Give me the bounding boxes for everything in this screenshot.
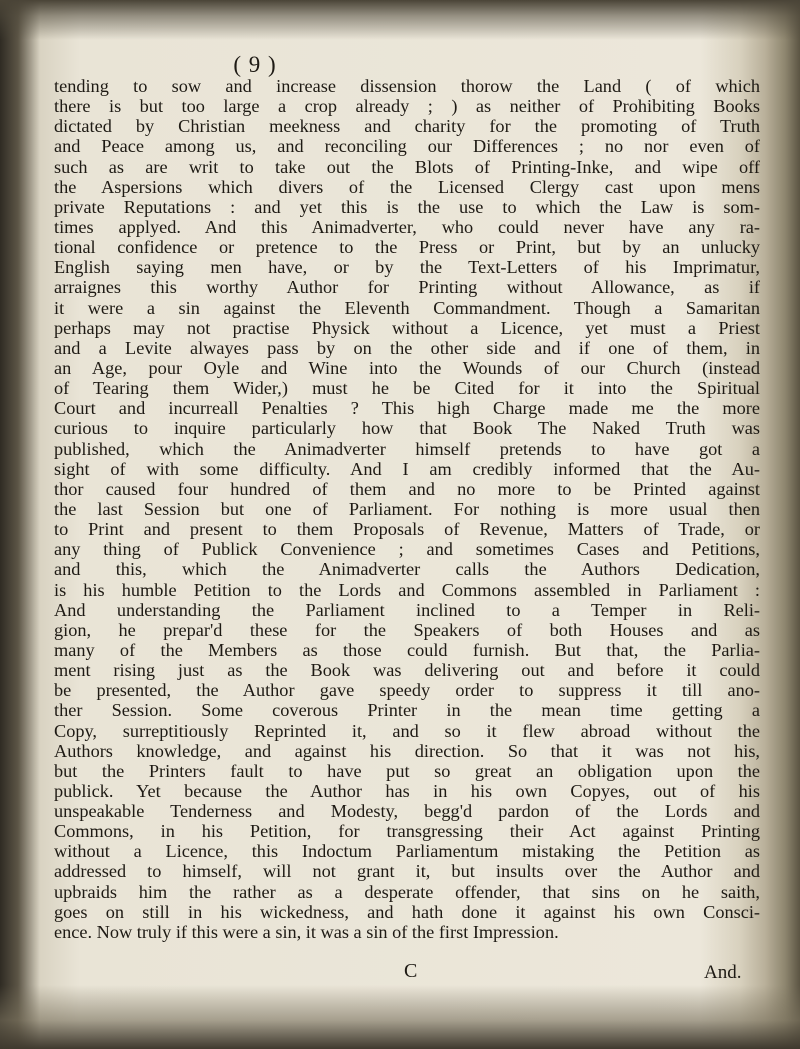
text-line: and a Levite alwayes pass by on the other side and if one of them, in	[54, 337, 760, 358]
text-line: published, which the Animadverter himself pretends to have got a	[54, 438, 760, 459]
text-line: without a Licence, this Indoctum Parliamentum mistaking the Petition as	[54, 841, 760, 862]
text-line: tending to sow and increase dissension thorow the Land ( of which	[54, 76, 760, 96]
text-line: sight of with some difficulty. And I am credibly informed that the Au-	[54, 458, 760, 479]
page-number: ( 9 )	[233, 52, 277, 77]
text-line: to Print and present to them Proposals of Revenue, Matters of Trade, or	[54, 519, 760, 540]
text-line: an Age, pour Oyle and Wine into the Wounds of our Church (instead	[54, 357, 760, 378]
text-line: thor caused four hundred of them and no more to be Printed against	[54, 478, 760, 499]
text-line: and this, which the Animadverter calls the Authors Dedication,	[54, 559, 760, 580]
text-line: many of the Members as those could furnish. But that, the Parlia-	[54, 639, 760, 660]
text-line: And understanding the Parliament inclined to a Temper in Reli-	[54, 599, 760, 620]
text-line: Court and incurreall Penalties ? This high Charge made me the more	[54, 398, 760, 419]
text-line: there is but too large a crop already ; ) as neither of Prohibiting Books	[54, 96, 760, 117]
text-line: perhaps may not practise Physick without a Licence, yet must a Priest	[54, 317, 760, 338]
text-line: is his humble Petition to the Lords and Commons assembled in Parliament :	[54, 579, 760, 600]
top-edge-shadow	[0, 0, 800, 40]
signature-mark: C	[404, 960, 418, 982]
text-line: times applyed. And this Animadverter, who could never have any ra-	[54, 216, 760, 237]
text-line: arraignes this worthy Author for Printing without Allowance, as if	[54, 277, 760, 298]
text-line: be presented, the Author gave speedy order to suppress it till ano-	[54, 680, 760, 701]
text-line: of Tearing them Wider,) must he be Cited for it into the Spiritual	[54, 378, 760, 399]
text-line: gion, he prepar'd these for the Speakers of both Houses and as	[54, 619, 760, 640]
text-line: Commons, in his Petition, for transgressing their Act against Printing	[54, 821, 760, 842]
text-line: ence. Now truly if this were a sin, it was a sin of the first Impression.	[54, 921, 559, 942]
text-line: publick. Yet because the Author has in his own Copyes, out of his	[54, 780, 760, 801]
text-line: but the Printers fault to have put so great an obligation upon the	[54, 760, 760, 781]
bottom-edge-shadow	[0, 985, 800, 1049]
body-text	[50, 76, 760, 942]
text-line: dictated by Christian meekness and charity for the promoting of Truth	[54, 116, 760, 137]
text-line: Copy, surreptitiously Reprinted it, and so it flew abroad without the	[54, 720, 760, 741]
text-line: and Peace among us, and reconciling our Differences ; no nor even of	[54, 136, 760, 157]
text-line: the last Session but one of Parliament. For nothing is more usual then	[54, 498, 760, 519]
text-line: any thing of Publick Convenience ; and sometimes Cases and Petitions,	[54, 539, 760, 560]
text-line: ment rising just as the Book was delivering out and before it could	[54, 660, 760, 681]
text-line: it were a sin against the Eleventh Commandment. Though a Samaritan	[54, 297, 760, 318]
text-line: private Reputations : and yet this is the use to which the Law is som-	[54, 196, 760, 217]
catchword: And.	[704, 962, 742, 983]
text-line: English saying men have, or by the Text-Letters of his Imprimatur,	[54, 257, 760, 278]
text-line: addressed to himself, will not grant it, but insults over the Author and	[54, 861, 760, 882]
text-line: goes on still in his wickedness, and hath done it against his own Consci-	[54, 901, 760, 922]
text-line: curious to inquire particularly how that Book The Naked Truth was	[54, 418, 760, 439]
text-line: Authors knowledge, and against his direction. So that it was not his,	[54, 740, 760, 761]
text-line: unspeakable Tenderness and Modesty, begg'd pardon of the Lords and	[54, 801, 760, 822]
text-line: ther Session. Some coverous Printer in the mean time getting a	[54, 700, 760, 721]
text-line: upbraids him the rather as a desperate offender, that sins on he saith,	[54, 881, 760, 902]
text-line: the Aspersions which divers of the Licensed Clergy cast upon mens	[54, 176, 760, 197]
text-line: tional confidence or pretence to the Press or Print, but by an unlucky	[54, 237, 760, 258]
book-page	[50, 52, 760, 983]
text-line: such as are writ to take out the Blots of Printing-Inke, and wipe off	[54, 156, 760, 177]
